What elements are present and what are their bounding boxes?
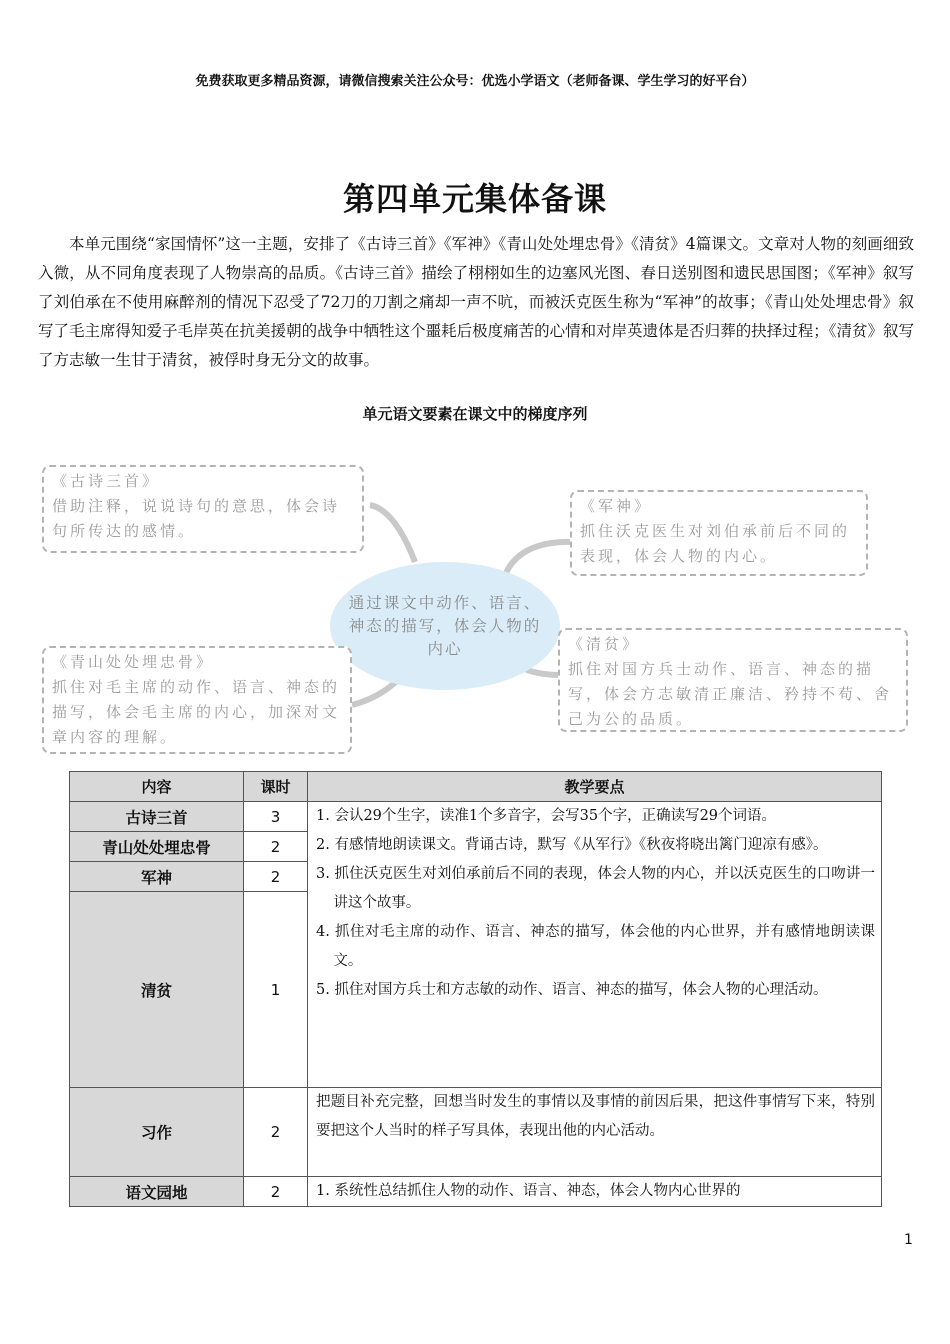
header-content: 内容	[70, 772, 244, 802]
lesson-plan-table	[69, 771, 882, 1207]
node-text: 抓住对毛主席的动作、语言、神态的描写，体会毛主席的内心，加深对文章内容的理解。	[52, 678, 341, 746]
point-item: 4. 抓住对毛主席的动作、语言、神态的描写，体会他的内心世界，并有感情地朗读课文。	[316, 924, 875, 969]
node-text: 抓住沃克医生对刘伯承前后不同的表现，体会人物的内心。	[580, 522, 851, 565]
intro-paragraph: 本单元围绕“家国情怀”这一主题，安排了《古诗三首》《军神》《青山处处埋忠骨》《清贫》4篇课文。文章对人物的刻画细致入微，从不同角度表现了人物崇高的品质。《古诗三首》描绘了栩栩如生的边塞风光图、春日送别图和遗民思国图；《军神》叙写了刘伯承在不使用麻醉剂的情况下忍受了72刀的刀割之痛却一声不吭，而被沃克医生称为“军神”的故事；《青山处处埋忠骨》叙写了毛主席得知爱子毛岸英在抗美援朝的战争中牺牲这个噩耗后极度痛苦的心情和对岸英遗体是否归葬的抉择过程；《清贫》叙写了方志敏一生甘于清贫，被俘时身无分文的故事。	[38, 235, 914, 369]
point-item: 5. 抓住对国方兵士和方志敏的动作、语言、神态的描写，体会人物的心理活动。	[316, 982, 828, 998]
header-points: 教学要点	[308, 772, 882, 802]
mind-map-node-junshen	[570, 490, 868, 576]
row-name: 语文园地	[70, 1177, 244, 1207]
table-row	[70, 802, 882, 832]
node-text: 抓住对国方兵士动作、语言、神态的描写，体会方志敏清正廉洁、矜持不苟、舍己为公的品质。	[568, 660, 893, 728]
section-heading: 单元语文要素在课文中的梯度序列	[362, 405, 588, 423]
reading-points	[308, 802, 882, 1088]
point-text: 1. 系统性总结抓住人物的动作、语言、神态，体会人物内心世界的	[316, 1183, 741, 1199]
row-hours: 3	[244, 802, 308, 832]
point-item: 1. 会认29个生字，读准1个多音字，会写35个字，正确读写29个词语。	[316, 808, 777, 824]
row-hours: 1	[244, 892, 308, 1088]
connector-gushi	[370, 505, 415, 562]
point-item: 3. 抓住沃克医生对刘伯承前后不同的表现，体会人物的内心，并以沃克医生的口吻讲一讲这个故事。	[316, 866, 875, 911]
page-title: 第四单元集体备课	[342, 180, 607, 218]
node-title: 《青山处处埋忠骨》	[52, 653, 215, 671]
row-hours: 2	[244, 862, 308, 892]
table-header-row	[70, 772, 882, 802]
row-hours: 2	[244, 1088, 308, 1177]
mind-map	[0, 450, 950, 770]
top-banner: 免费获取更多精品资源，请微信搜索关注公众号：优选小学语文（老师备课、学生学习的好平台）	[195, 74, 755, 89]
node-title: 《古诗三首》	[52, 472, 161, 490]
row-hours: 2	[244, 832, 308, 862]
node-title: 《清贫》	[568, 635, 641, 653]
connector-junshen	[505, 542, 575, 575]
node-title: 《军神》	[580, 497, 653, 515]
row-hours: 2	[244, 1177, 308, 1207]
table-row	[70, 1088, 882, 1177]
mind-map-node-qingshan	[42, 646, 352, 754]
table-row	[70, 1177, 882, 1207]
writing-points	[308, 1088, 882, 1177]
row-name: 青山处处埋忠骨	[70, 832, 244, 862]
row-name: 古诗三首	[70, 802, 244, 832]
garden-points	[308, 1177, 882, 1207]
row-name: 习作	[70, 1088, 244, 1177]
node-text: 借助注释，说说诗句的意思，体会诗句所传达的感情。	[52, 497, 341, 540]
point-text: 把题目补充完整，回想当时发生的事情以及事情的前因后果，把这件事情写下来，特别要把这个人当时的样子写具体，表现出他的内心活动。	[316, 1094, 875, 1139]
page-number: 1	[904, 1232, 913, 1248]
mind-map-node-gushi	[42, 465, 364, 553]
header-hours: 课时	[244, 772, 308, 802]
mind-map-center: 通过课文中动作、语言、神态的描写，体会人物的内心	[330, 562, 560, 690]
row-name: 清贫	[70, 892, 244, 1088]
point-item: 2. 有感情地朗读课文。背诵古诗，默写《从军行》《秋夜将晓出篱门迎凉有感》。	[316, 837, 828, 853]
mind-map-node-qingpin	[558, 628, 908, 732]
row-name: 军神	[70, 862, 244, 892]
